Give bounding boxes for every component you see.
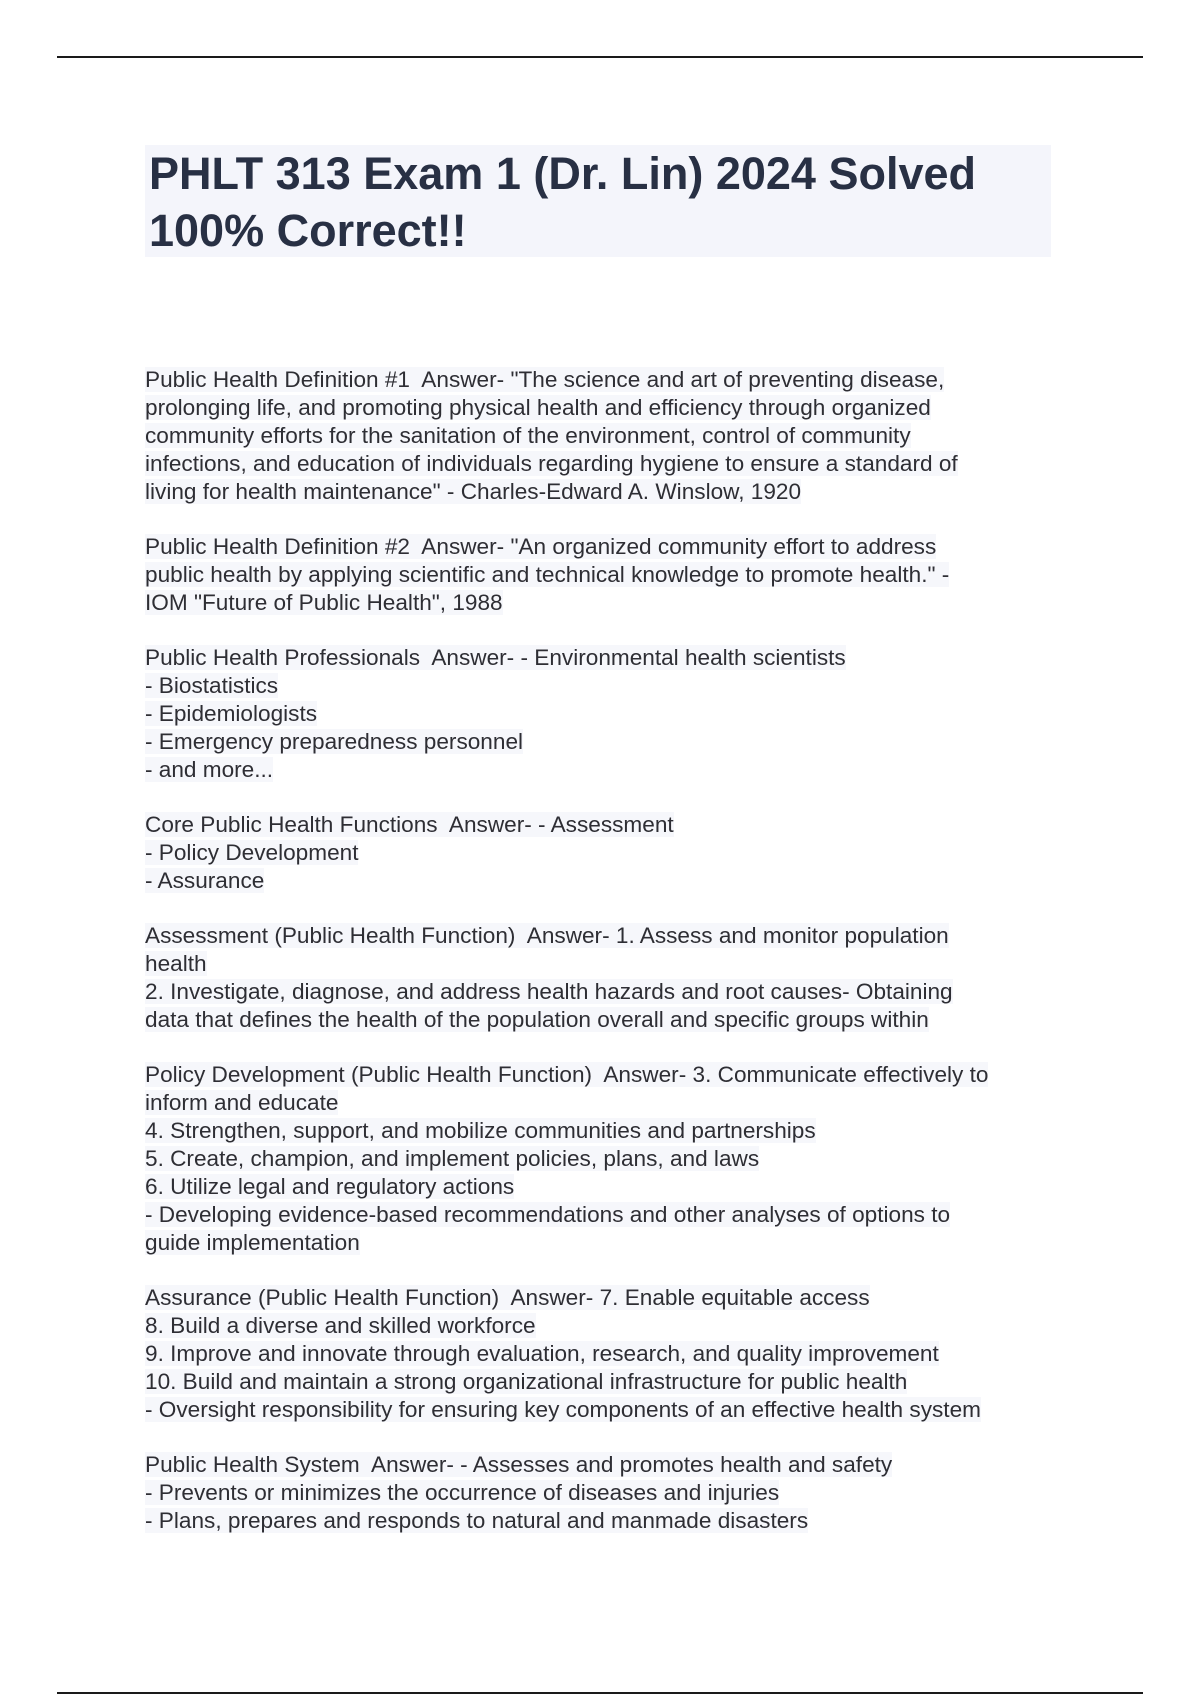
qa-line-text: 8. Build a diverse and skilled workforce [145, 1313, 536, 1338]
qa-line-text: - Emergency preparedness personnel [145, 729, 524, 754]
qa-line-text: living for health maintenance" - Charles-Edward A. Winslow, 1920 [145, 479, 802, 504]
qa-line [145, 1089, 1055, 1117]
qa-line [145, 756, 1055, 784]
qa-line [145, 950, 1055, 978]
qa-line [145, 922, 1055, 950]
qa-line-text: Public Health Definition #1 Answer- "The science and art of preventing disease, [145, 367, 945, 392]
qa-line [145, 1368, 1055, 1396]
qa-line-text: - Developing evidence-based recommendations and other analyses of options to [145, 1202, 951, 1227]
qa-line [145, 1201, 1055, 1229]
qa-line [145, 978, 1055, 1006]
qa-line-text: 6. Utilize legal and regulatory actions [145, 1174, 515, 1199]
qa-line [145, 867, 1055, 895]
qa-entry [145, 1061, 1055, 1257]
qa-line-text: Assessment (Public Health Function) Answer- 1. Assess and monitor population [145, 923, 949, 948]
qa-entry [145, 922, 1055, 1034]
qa-line [145, 1396, 1055, 1424]
qa-line-text: - Oversight responsibility for ensuring key components of an effective health system [145, 1397, 981, 1422]
qa-line-text: - Epidemiologists [145, 701, 318, 726]
qa-line-text: community efforts for the sanitation of the environment, control of community [145, 423, 911, 448]
qa-line-text: health [145, 951, 207, 976]
qa-line-text: Assurance (Public Health Function) Answer- 7. Enable equitable access [145, 1285, 870, 1310]
qa-line [145, 1145, 1055, 1173]
qa-entry [145, 1284, 1055, 1424]
qa-line [145, 1117, 1055, 1145]
qa-line-text: - Plans, prepares and responds to natural and manmade disasters [145, 1508, 809, 1533]
qa-line [145, 1479, 1055, 1507]
qa-line [145, 811, 1055, 839]
document-title [145, 145, 1051, 257]
qa-line [145, 422, 1055, 450]
qa-line-text: - Assurance [145, 868, 265, 893]
qa-line-text: guide implementation [145, 1230, 360, 1255]
qa-line [145, 1340, 1055, 1368]
qa-line-text: Public Health Professionals Answer- - Environmental health scientists [145, 645, 846, 670]
qa-line [145, 644, 1055, 672]
qa-line [145, 561, 1055, 589]
qa-entry [145, 811, 1055, 895]
bottom-divider [57, 1692, 1143, 1694]
title-line: 100% Correct!! [149, 205, 467, 256]
qa-line [145, 366, 1055, 394]
qa-line-text: - and more... [145, 757, 274, 782]
qa-line-text: 5. Create, champion, and implement policies, plans, and laws [145, 1146, 760, 1171]
qa-line [145, 450, 1055, 478]
qa-line-text: 9. Improve and innovate through evaluation, research, and quality improvement [145, 1341, 939, 1366]
qa-line-text: - Prevents or minimizes the occurrence of diseases and injuries [145, 1480, 780, 1505]
qa-line-text: 10. Build and maintain a strong organizational infrastructure for public health [145, 1369, 908, 1394]
qa-line-text: - Policy Development [145, 840, 359, 865]
qa-line [145, 533, 1055, 561]
qa-line [145, 1507, 1055, 1535]
qa-line [145, 1061, 1055, 1089]
top-divider [57, 56, 1143, 58]
qa-line-text: - Biostatistics [145, 673, 279, 698]
qa-line-text: 4. Strengthen, support, and mobilize communities and partnerships [145, 1118, 816, 1143]
qa-line-text: Public Health System Answer- - Assesses and promotes health and safety [145, 1452, 893, 1477]
qa-line [145, 394, 1055, 422]
qa-line [145, 700, 1055, 728]
qa-line [145, 589, 1055, 617]
qa-entry [145, 366, 1055, 506]
qa-line-text: prolonging life, and promoting physical health and efficiency through organized [145, 395, 931, 420]
qa-line [145, 1173, 1055, 1201]
qa-line [145, 1312, 1055, 1340]
qa-line-text: Policy Development (Public Health Function) Answer- 3. Communicate effectively to [145, 1062, 989, 1087]
qa-line [145, 728, 1055, 756]
qa-line-text: Public Health Definition #2 Answer- "An organized community effort to address [145, 534, 937, 559]
qa-line-text: Core Public Health Functions Answer- - Assessment [145, 812, 674, 837]
qa-line-text: public health by applying scientific and technical knowledge to promote health." - [145, 562, 950, 587]
qa-line [145, 1451, 1055, 1479]
qa-line-text: IOM "Future of Public Health", 1988 [145, 590, 503, 615]
qa-entry [145, 644, 1055, 784]
qa-line [145, 1229, 1055, 1257]
title-line: PHLT 313 Exam 1 (Dr. Lin) 2024 Solved [149, 148, 976, 199]
qa-line [145, 478, 1055, 506]
qa-line-text: infections, and education of individuals regarding hygiene to ensure a standard of [145, 451, 958, 476]
qa-line [145, 839, 1055, 867]
qa-entry [145, 533, 1055, 617]
qa-line-text: inform and educate [145, 1090, 339, 1115]
qa-line [145, 1006, 1055, 1034]
qa-line [145, 672, 1055, 700]
qa-list [145, 366, 1055, 1562]
qa-line [145, 1284, 1055, 1312]
qa-line-text: 2. Investigate, diagnose, and address health hazards and root causes- Obtaining [145, 979, 953, 1004]
qa-entry [145, 1451, 1055, 1535]
qa-line-text: data that defines the health of the population overall and specific groups within [145, 1007, 929, 1032]
